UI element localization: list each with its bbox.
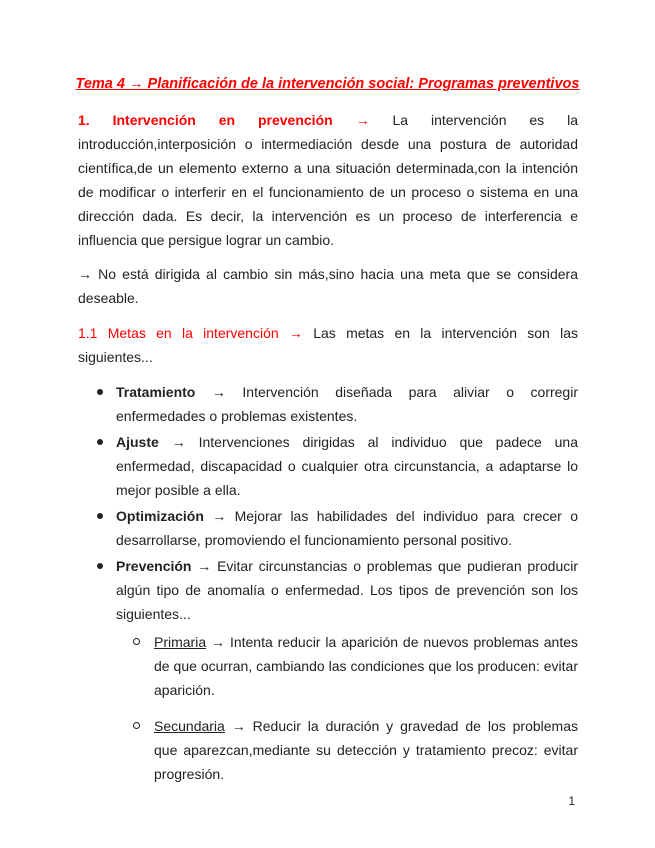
sub-bullet-term: Secundaria (154, 718, 225, 734)
bullet-text: → Evitar circunstancias o problemas que pudieran producir algún tipo de anomalía o enfermedad. Los tipos de prevención son los siguientes... (116, 558, 578, 622)
section-1-heading: 1. Intervención en prevención → (78, 112, 370, 128)
section-1-1-text: Las metas en la intervención son las siguientes... (78, 325, 578, 365)
bullet-term: Optimización (116, 508, 204, 524)
sub-bullet-text: → Reducir la duración y gravedad de los problemas que aparezcan,mediante su detección y tratamiento precoz: evitar progresión. (154, 718, 578, 782)
section-1-text: La intervención es la introducción,interposición o intermediación desde una postura de autoridad científica,de un elemento externo a una situación determinada,con la intención de modificar o interferir en el funcionamiento de un proceso o sistema en una dirección dada. Es decir, la intervención es un proceso de interferencia e influencia que persigue lograr un cambio. (78, 112, 578, 248)
prevention-types-list (116, 630, 578, 786)
list-item-ajuste (78, 430, 578, 502)
bullet-term: Ajuste (116, 434, 159, 450)
section-1-1-heading: 1.1 Metas en la intervención → (78, 325, 303, 341)
sub-bullet-term: Primaria (154, 634, 207, 650)
bullet-text: → Mejorar las habilidades del individuo para crecer o desarrollarse, promoviendo el funcionamiento personal positivo. (116, 508, 578, 548)
bullet-term: Prevención (116, 558, 192, 574)
sub-bullet-text: → Intenta reducir la aparición de nuevos problemas antes de que ocurran, cambiando las condiciones que los producen: evitar aparición. (154, 634, 578, 698)
list-item-optimizacion (78, 504, 578, 552)
note-paragraph: → No está dirigida al cambio sin más,sino hacia una meta que se considera deseable. (78, 266, 578, 306)
bullet-text: → Intervención diseñada para aliviar o corregir enfermedades o problemas existentes. (116, 384, 578, 424)
section-1-1-paragraph (78, 321, 578, 369)
bullet-text: → Intervenciones dirigidas al individuo que padece una enfermedad, discapacidad o cualquier otra circunstancia, a adaptarse lo mejor posible a ella. (116, 434, 578, 498)
page-number: 1 (568, 794, 575, 808)
sub-item-primaria (116, 630, 578, 702)
sub-item-secundaria (116, 714, 578, 786)
bullet-term: Tratamiento (116, 384, 196, 400)
goals-list (78, 380, 578, 788)
section-1-paragraph (78, 108, 578, 252)
list-item-prevencion (78, 554, 578, 786)
document-title: Tema 4 → Planificación de la intervención social: Programas preventivos (75, 76, 580, 92)
list-item-tratamiento (78, 380, 578, 428)
